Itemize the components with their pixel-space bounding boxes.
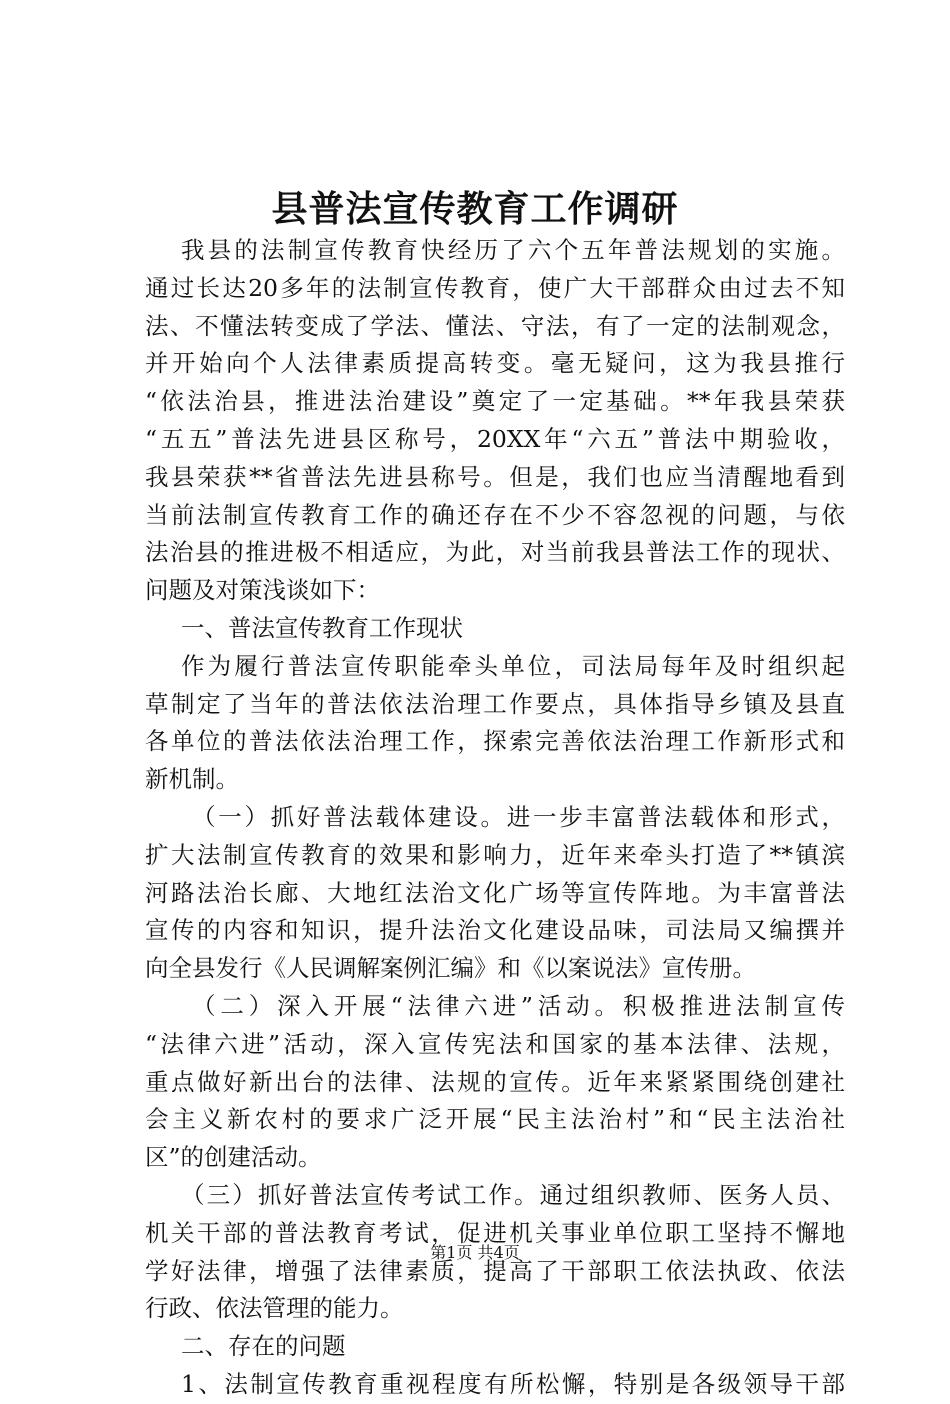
text-line: “依法治县，推进法治建设”奠定了一定基础。**年我县荣获	[145, 387, 845, 416]
text-line: 机关干部的普法教育考试，促进机关事业单位职工坚持不懈地	[145, 1218, 845, 1247]
text-line: 法治县的推进极不相适应，为此，对当前我县普法工作的现状、	[145, 538, 845, 567]
text-line: 河路法治长廊、大地红法治文化广场等宣传阵地。为丰富普法	[145, 878, 845, 907]
text-line: 区”的创建活动。	[145, 1143, 322, 1172]
text-line: 我县荣获**省普法先进县称号。但是，我们也应当清醒地看到	[145, 462, 845, 491]
text-line: 学好法律，增强了法律素质，提高了干部职工依法执政、依法	[145, 1256, 845, 1285]
text-line: 并开始向个人法律素质提高转变。毫无疑问，这为我县推行	[145, 349, 845, 378]
text-line: 行政、依法管理的能力。	[145, 1294, 404, 1323]
section-heading: 一、普法宣传教育工作现状	[181, 613, 463, 642]
text-line: 重点做好新出台的法律、法规的宣传。近年来紧紧围绕创建社	[145, 1067, 845, 1096]
text-line: 法、不懂法转变成了学法、懂法、守法，有了一定的法制观念，	[145, 311, 845, 340]
text-line: 扩大法制宣传教育的效果和影响力，近年来牵头打造了**镇滨	[145, 840, 845, 869]
text-line: “五五”普法先进县区称号，20XX年“六五”普法中期验收，	[145, 424, 845, 453]
page-number-footer: 第1页 共4页	[430, 1243, 520, 1262]
text-line: 通过长达20多年的法制宣传教育，使广大干部群众由过去不知	[145, 273, 845, 302]
section-heading: 二、存在的问题	[181, 1332, 346, 1361]
text-line: 当前法制宣传教育工作的确还存在不少不容忽视的问题，与依	[145, 500, 845, 529]
text-line: （三）抓好普法宣传考试工作。通过组织教师、医务人员、	[181, 1180, 845, 1209]
document-body	[145, 232, 845, 1404]
text-line: （二）深入开展“法律六进”活动。积极推进法制宣传	[192, 991, 845, 1020]
text-line: 向全县发行《人民调解案例汇编》和《以案说法》宣传册。	[145, 954, 756, 983]
text-line: 作为履行普法宣传职能牵头单位，司法局每年及时组织起	[181, 651, 845, 680]
text-line: “法律六进”活动，深入宣传宪法和国家的基本法律、法规，	[145, 1029, 845, 1058]
text-line: （一）抓好普法载体建设。进一步丰富普法载体和形式，	[192, 802, 845, 831]
text-line: 我县的法制宣传教育快经历了六个五年普法规划的实施。	[181, 236, 845, 264]
text-line: 会主义新农村的要求广泛开展“民主法治村”和“民主法治社	[145, 1105, 845, 1134]
text-line: 宣传的内容和知识，提升法治文化建设品味，司法局又编撰并	[145, 916, 845, 945]
text-line: 草制定了当年的普法依法治理工作要点，具体指导乡镇及县直	[145, 689, 845, 718]
text-line: 各单位的普法依法治理工作，探索完善依法治理工作新形式和	[145, 727, 845, 756]
document-title: 县普法宣传教育工作调研	[271, 188, 679, 230]
text-line: 问题及对策浅谈如下：	[145, 576, 380, 605]
text-line: 1、法制宣传教育重视程度有所松懈，特别是各级领导干部	[181, 1369, 845, 1398]
text-line: 新机制。	[145, 765, 239, 794]
